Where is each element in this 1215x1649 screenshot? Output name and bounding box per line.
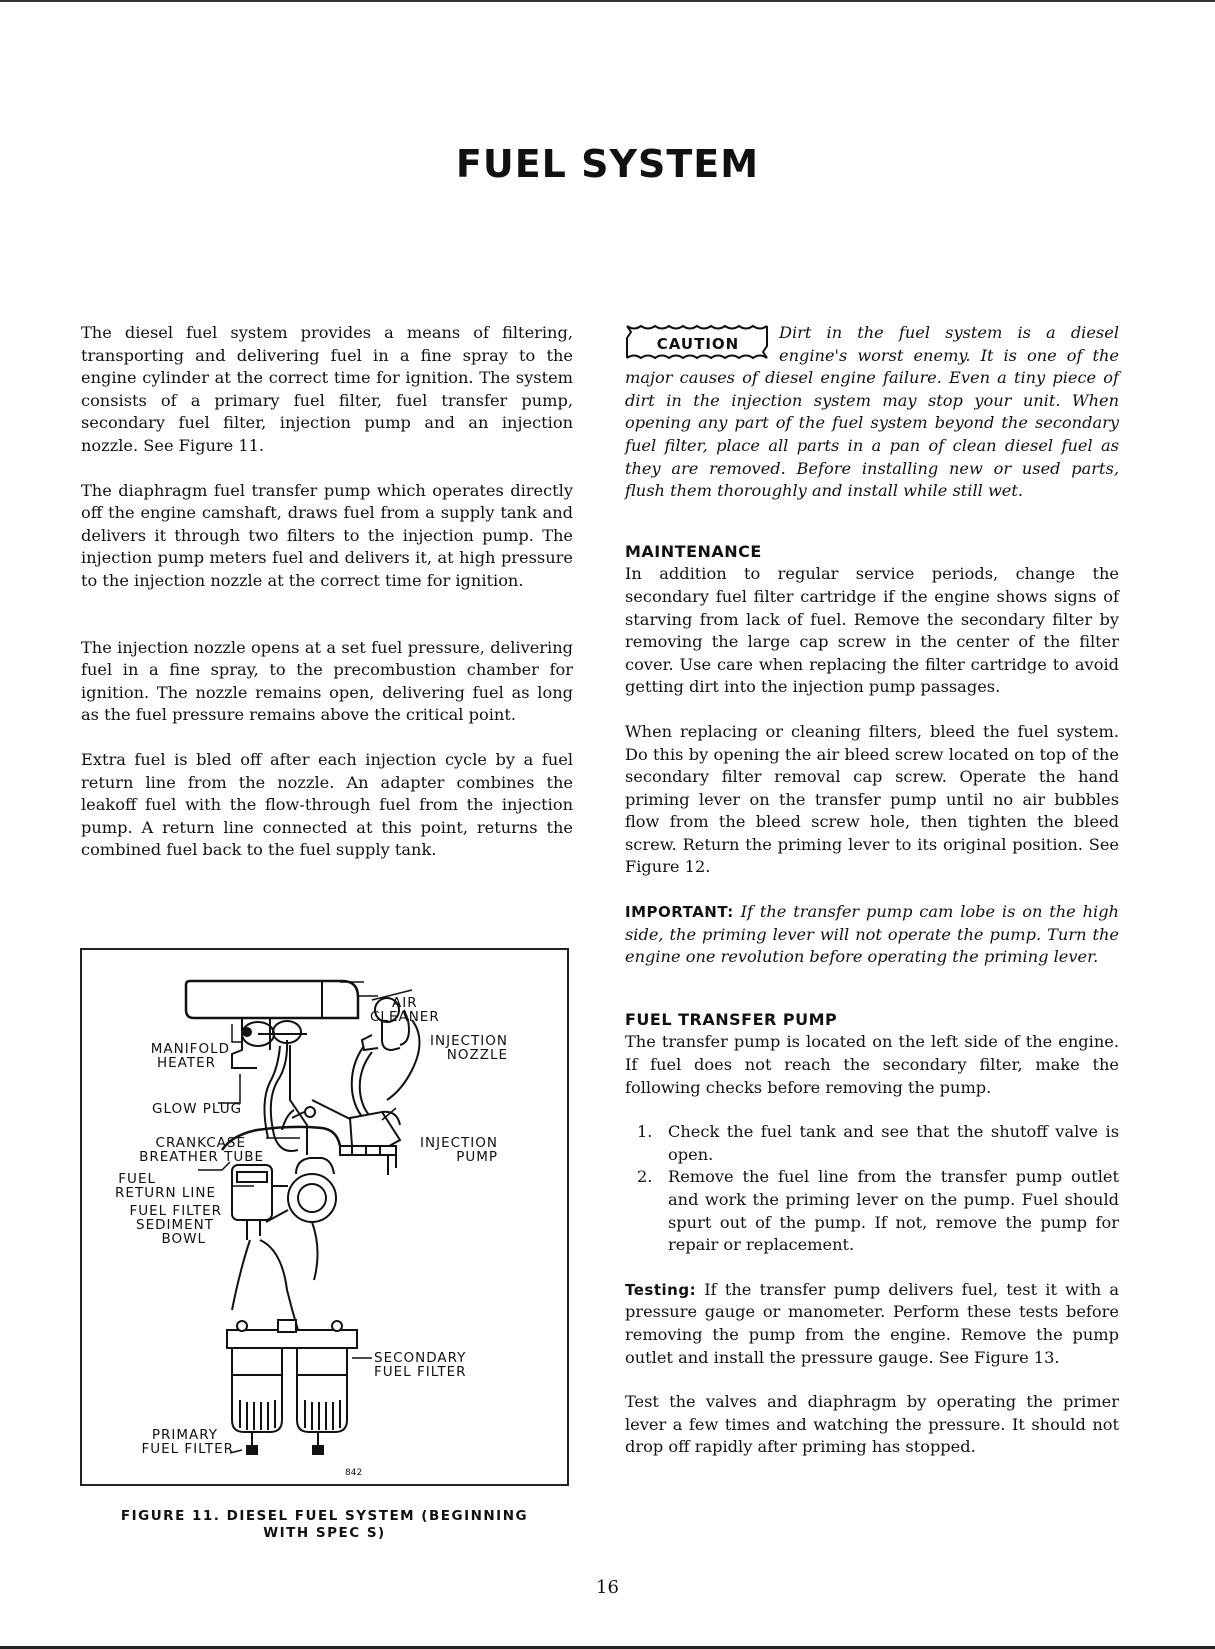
top-rule bbox=[0, 0, 1215, 2]
maintenance-heading: MAINTENANCE bbox=[625, 541, 762, 561]
left-column bbox=[81, 322, 573, 862]
label-injection-pump: INJECTION PUMP bbox=[420, 1135, 498, 1165]
label-fuel-return-line: FUEL RETURN LINE bbox=[115, 1171, 216, 1201]
step-number: 1. bbox=[637, 1122, 653, 1142]
fuel-transfer-pump-heading: FUEL TRANSFER PUMP bbox=[625, 1009, 838, 1029]
label-primary-fuel-filter: PRIMARY FUEL FILTER bbox=[141, 1427, 234, 1457]
transfer-pump-checks bbox=[625, 1121, 1119, 1257]
important-label: IMPORTANT: bbox=[625, 903, 734, 922]
caution-block bbox=[625, 322, 1119, 503]
intro-paragraph: The diesel fuel system provides a means of filtering, transporting and delivering fuel in a fine spray to the engine cylinder at the correct time for ignition. The system consists of a primary fuel filter, fuel transfer pump, secondary fuel filter, injection pump and an injection nozzle. See Figure 11. bbox=[81, 323, 573, 455]
page-number: 16 bbox=[596, 1577, 619, 1598]
caution-label: CAUTION bbox=[656, 335, 740, 353]
maintenance-paragraph-2: When replacing or cleaning filters, bleed the fuel system. Do this by opening the air bleed screw located on top of the secondary filter removal cap screw. Operate the hand priming lever on the transfer pump until no air bubbles flow from the bleed screw hole, then tighten the bleed screw. Return the priming lever to its original position. See Figure 12. bbox=[625, 721, 1119, 877]
label-air-cleaner: AIR CLEANER bbox=[370, 995, 440, 1025]
list-item bbox=[625, 1166, 1119, 1256]
label-crankcase-breather-tube: CRANKCASE BREATHER TUBE bbox=[139, 1135, 264, 1165]
testing-paragraph bbox=[625, 1279, 1119, 1369]
testing-text: If the transfer pump delivers fuel, test it with a pressure gauge or manometer. Perform these tests before removing the pump from the engine. Remove the pump outlet and install the pressure gauge. See Figure 13. bbox=[625, 1279, 1119, 1367]
label-manifold-heater: MANIFOLD HEATER bbox=[150, 1041, 230, 1071]
step-number: 2. bbox=[637, 1167, 653, 1187]
important-text: If the transfer pump cam lobe is on the high side, the priming lever will not operate the pump. Turn the engine one revolution before operating the priming lever. bbox=[625, 902, 1119, 967]
maintenance-paragraph-1: In addition to regular service periods, change the secondary fuel filter cartridge if the engine shows signs of starving from lack of fuel. Remove the secondary filter by removing the large cap screw in the center of the filter cover. Use care when replacing the filter cartridge to avoid getting dirt into the injection pump passages. bbox=[625, 564, 1119, 697]
label-glow-plug: GLOW PLUG bbox=[152, 1101, 243, 1117]
valve-test-paragraph: Test the valves and diaphragm by operating the primer lever a few times and watching the pressure. It should not drop off rapidly after priming has stopped. bbox=[625, 1392, 1119, 1457]
label-injection-nozzle: INJECTION NOZZLE bbox=[430, 1033, 508, 1063]
caution-text: Dirt in the fuel system is a diesel engine's worst enemy. It is one of the major causes of diesel engine failure. Even a tiny piece of dirt in the injection system may stop your unit. When opening any part of the fuel system beyond the secondary fuel filter, place all parts in a pan of clean diesel fuel as they are removed. Before installing new or used parts, flush them thoroughly and install while still wet. bbox=[625, 323, 1119, 501]
label-secondary-fuel-filter: SECONDARY FUEL FILTER bbox=[374, 1350, 467, 1380]
injection-nozzle-paragraph: The injection nozzle opens at a set fuel pressure, delivering fuel in a fine spray, to the precombustion chamber for ignition. The nozzle remains open, delivering fuel as long as the fuel pressure remains above the critical point. bbox=[81, 637, 573, 725]
important-note bbox=[625, 901, 1119, 969]
right-column bbox=[625, 322, 1119, 1459]
figure-caption: FIGURE 11. DIESEL FUEL SYSTEM (BEGINNING WITH SPEC S) bbox=[120, 1508, 529, 1541]
step-text: Remove the fuel line from the transfer pump outlet and work the priming lever on the pump. Fuel should spurt out of the pump. If not, remove the pump for repair or replacement. bbox=[668, 1167, 1119, 1255]
list-item bbox=[625, 1121, 1119, 1166]
page-title: FUEL SYSTEM bbox=[455, 142, 760, 186]
transfer-pump-intro: The transfer pump is located on the left side of the engine. If fuel does not reach the secondary filter, make the following checks before removing the pump. bbox=[625, 1032, 1119, 1097]
label-fuel-filter-sediment-bowl: FUEL FILTER SEDIMENT BOWL bbox=[129, 1203, 222, 1247]
testing-label: Testing: bbox=[625, 1280, 697, 1299]
figure-number: 842 bbox=[345, 1468, 363, 1478]
figure-11-diagram bbox=[80, 948, 569, 1486]
step-text: Check the fuel tank and see that the shutoff valve is open. bbox=[668, 1122, 1119, 1164]
return-line-paragraph: Extra fuel is bled off after each injection cycle by a fuel return line from the nozzle. An adapter combines the leakoff fuel with the flow-through fuel from the injection pump. A return line connected at this point, returns the combined fuel back to the fuel supply tank. bbox=[81, 749, 573, 860]
transfer-pump-paragraph: The diaphragm fuel transfer pump which operates directly off the engine camshaft, draws fuel from a supply tank and delivers it through two filters to the injection pump. The injection pump meters fuel and delivers it, at high pressure to the injection nozzle at the correct time for ignition. bbox=[81, 480, 573, 590]
caution-badge bbox=[625, 322, 771, 362]
